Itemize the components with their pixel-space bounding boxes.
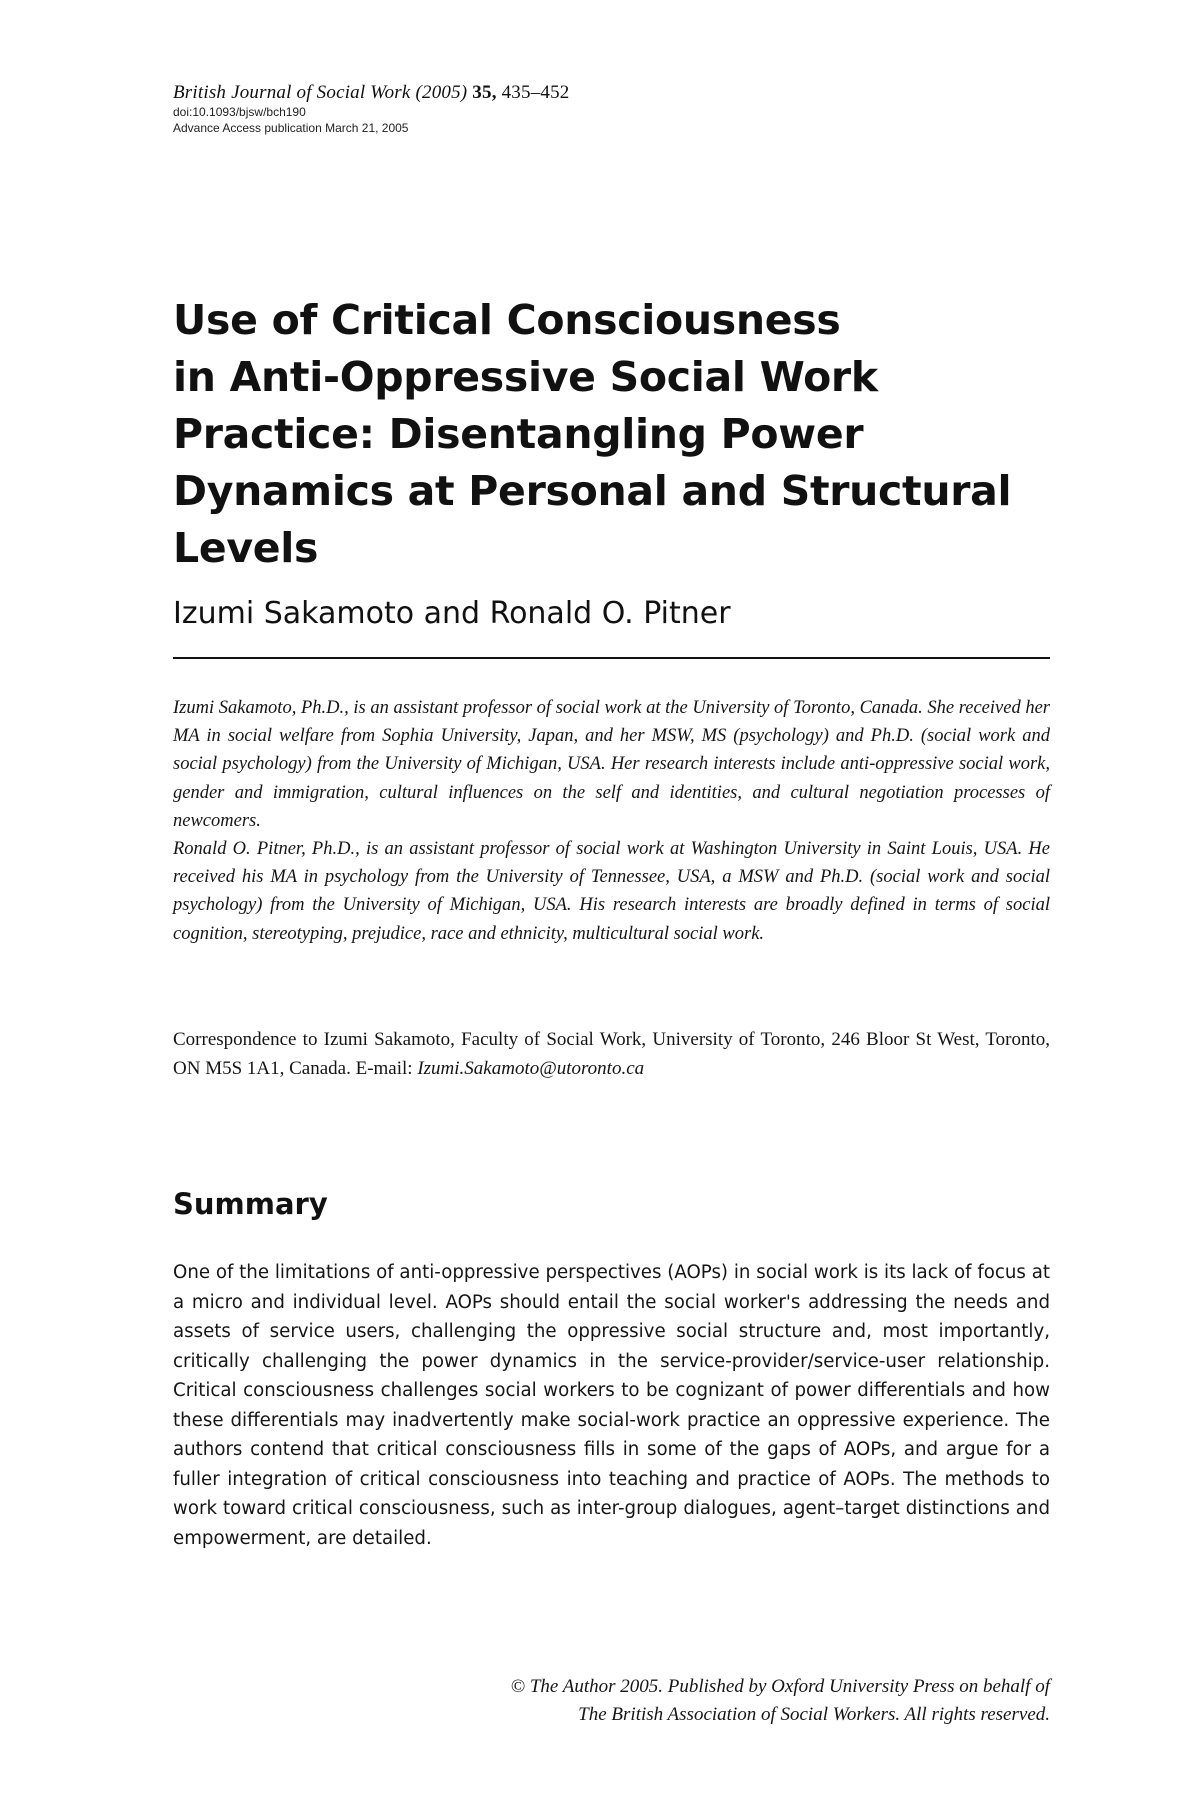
title-line: Dynamics at Personal and Structural [173,467,1012,515]
title-divider [173,657,1050,659]
journal-header [173,82,1073,136]
author-bio-sakamoto: Izumi Sakamoto, Ph.D., is an assistant professor of social work at the University of Toronto, Canada. She received her MA in social welfare from Sophia University, Japan, and her MSW, MS (psychology) and Ph.D. (social work and social psychology) from the University of Michigan, USA. Her research interests include anti-oppressive social work, gender and immigration, cultural influences on the self and identities, and cultural negotiation processes of newcomers. [173,698,1050,831]
correspondence-text: Correspondence to Izumi Sakamoto, Faculty of Social Work, University of Toronto, 246 Bloor St West, Toronto, ON M5S 1A1, Canada. E-mail: [173,1029,1050,1079]
title-line: in Anti-Oppressive Social Work [173,353,878,401]
article-title [173,292,1053,577]
title-line: Practice: Disentangling Power [173,410,864,458]
journal-pages: 435–452 [501,82,570,103]
correspondence-note [173,1025,1050,1083]
advance-access-line: Advance Access publication March 21, 2005 [173,121,409,135]
summary-heading: Summary [173,1187,328,1221]
correspondence-email-link[interactable]: Izumi.Sakamoto@utoronto.ca [417,1058,645,1079]
journal-name: British Journal of Social Work [173,82,411,103]
summary-paragraph: One of the limitations of anti-oppressive perspectives (AOPs) in social work is its lack of focus at a micro and individual level. AOPs should entail the social worker's addressing the needs and assets of service users, challenging the oppressive social structure and, most importantly, critically challenging the power dynamics in the service-provider/service-user relationship. Critical consciousness challenges social workers to be cognizant of power differentials and how these differentials may inadvertently make social-work practice an oppressive experience. The authors contend that critical consciousness fills in some of the gaps of AOPs, and argue for a fuller integration of critical consciousness into teaching and practice of AOPs. The methods to work toward critical consciousness, such as inter-group dialogues, agent–target distinctions and empowerment, are detailed. [173,1262,1050,1549]
title-line: Levels [173,524,319,572]
journal-volume: 35, [472,82,497,103]
author-bios [173,694,1050,948]
copyright-line: The British Association of Social Workers. All rights reserved. [578,1704,1050,1725]
doi-line: doi:10.1093/bjsw/bch190 [173,105,306,119]
copyright-notice [250,1673,1050,1729]
journal-citation [173,82,1073,104]
journal-year: (2005) [415,82,468,103]
article-authors: Izumi Sakamoto and Ronald O. Pitner [173,596,731,631]
copyright-line: © The Author 2005. Published by Oxford University Press on behalf of [510,1676,1050,1697]
author-bio-pitner: Ronald O. Pitner, Ph.D., is an assistant professor of social work at Washington University in Saint Louis, USA. He received his MA in psychology from the University of Tennessee, USA, a MSW and Ph.D. (social work and social psychology) from the University of Michigan, USA. His research interests are broadly defined in terms of social cognition, stereotyping, prejudice, race and ethnicity, multicultural social work. [173,839,1050,944]
title-line: Use of Critical Consciousness [173,296,841,344]
